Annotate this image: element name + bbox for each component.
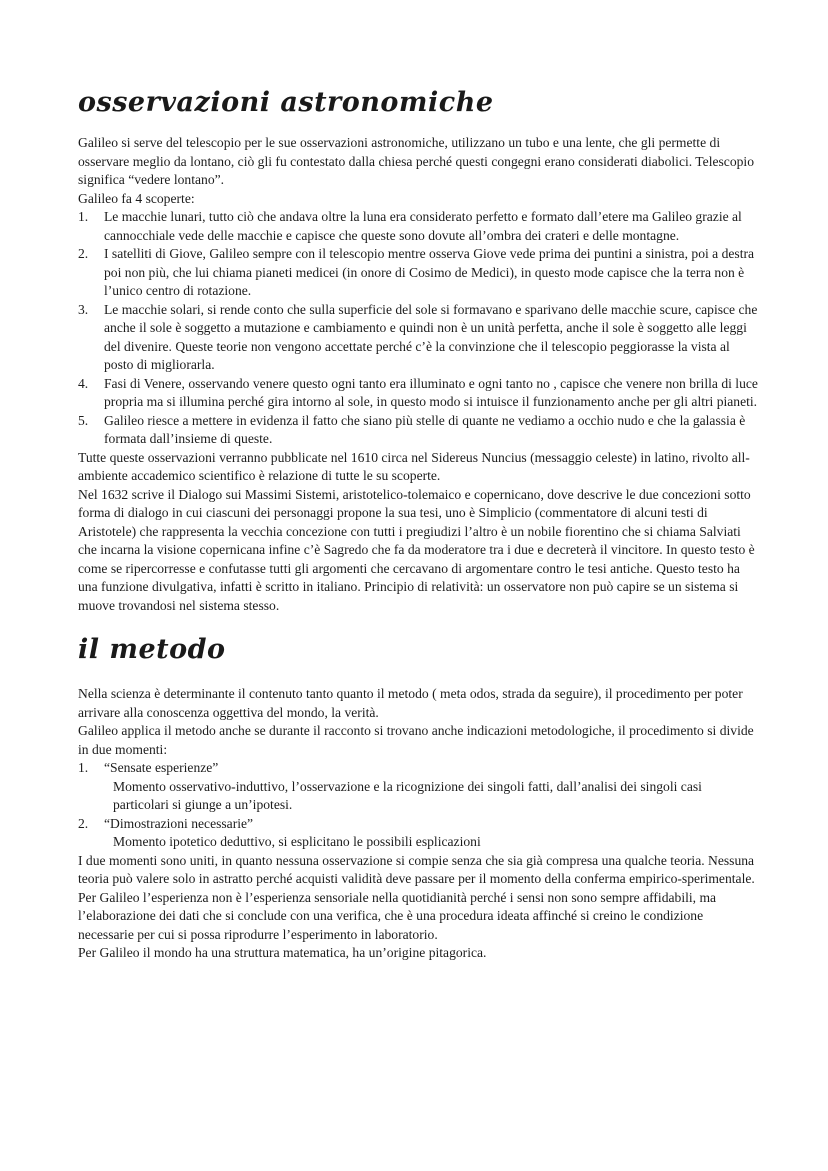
list-momenti [78,759,758,852]
list-item-text: Le macchie solari, si rende conto che sulla superficie del sole si formavano e sparivano delle macchie scure, capisce che anche il sole è soggetto a mutazione e cambiamento e quindi non è un unità perfetta, anche il sole è soggetto alle leggi del divenire. Queste teorie non vengono accettate perché c’è la convinzione che il telescopio peggiorasse la vista al posto di migliorarla. [104,301,758,372]
list-item-text: Momento ipotetico deduttivo, si esplicitano le possibili esplicazioni [113,834,481,849]
paragraph-esperienza: Per Galileo l’esperienza non è l’esperienza sensoriale nella quotidianità perché i sensi non sono sempre affidabili, ma l’elaborazione dei dati che si conclude con una verifica, che è una procedura ideata affinché si creino le condizione necessarie per cui si possa riprodurre l’esperimento in laboratorio. [78,889,717,942]
paragraph-dialogo: Nel 1632 scrive il Dialogo sui Massimi Sistemi, aristotelico-tolemaico e copernicano, dove descrive le due concezioni sotto forma di dialogo in cui ciascuni dei personaggi propone la sua tesi, uno è Simplicio (commentatore di alcuni testi di Aristotele) che rappresenta la vecchia concezione con tutti i pregiudizi l’altro è un nobile fiorentino che si chiama Salviati che incarna la visione copernicana infine c’è Sagredo che fa da moderatore tra i due e decreterà il vincitore. In questo testo è come se ripercorresse e confutasse tutti gli argomenti che cercavano di argomentare contro le tesi antiche. Questo testo ha una funzione divulgativa, infatti è scritto in italiano. Principio di relatività: un osservatore non può capire se un sistema si muove trovandosi nel sistema stesso. [78,486,755,613]
list-item-description [78,778,758,815]
list-scoperte [78,208,758,449]
list-item-title: “Dimostrazioni necessarie” [104,815,254,831]
list-item [78,375,758,412]
section-heading-metodo: il metodo [78,634,226,665]
list-item-number: 1. [78,760,89,775]
paragraph-sidereus-nuncius: Tutte queste osservazioni verranno pubblicate nel 1610 circa nel Sidereus Nuncius (messaggio celeste) in latino, rivolto all-ambiente accademico scientifico è relazione di tutte le su scoperte. [78,449,750,483]
paragraph-lead-scoperte: Galileo fa 4 scoperte: [78,190,195,206]
paragraph-struttura-matematica: Per Galileo il mondo ha una struttura matematica, ha un’origine pitagorica. [78,945,487,960]
document-page [78,78,758,963]
list-item-text: Galileo riesce a mettere in evidenza il fatto che siano più stelle di quante ne vediamo a occhio nudo e che la galassia è formata dall’insieme di queste. [104,412,746,446]
list-item-text: Fasi di Venere, osservando venere questo ogni tanto era illuminato e ogni tanto no , capisce che venere non brilla di luce propria ma si illumina perché gira intorno al sole, in questo modo si intuisce il funzionamento anche per gli altri pianeti. [104,375,758,409]
list-item [78,301,758,375]
list-item [78,208,758,245]
list-item-number: 2. [78,815,89,831]
list-item [78,759,758,778]
list-item-number: 3. [78,301,89,317]
paragraph-intro-telescopio: Galileo si serve del telescopio per le sue osservazioni astronomiche, utilizzano un tubo e una lente, che gli permette di osservare meglio da lontano, ciò gli fu contestato dalla chiesa perché questi congegni erano considerati diabolici. Telescopio significa “vedere lontano”. [78,135,754,187]
list-item-number: 5. [78,412,89,428]
paragraph-intro-metodo: Nella scienza è determinante il contenuto tanto quanto il metodo ( meta odos, strada da seguire), il procedimento per poter arrivare alla conoscenza oggettiva del mondo, la verità. [78,686,743,720]
list-item-title: “Sensate esperienze” [104,760,219,775]
list-item-number: 1. [78,209,89,224]
paragraph-lead-momenti: Galileo applica il metodo anche se durante il racconto si trovano anche indicazioni metodologiche, il procedimento si divide in due momenti: [78,723,754,757]
list-item [78,815,758,834]
section-heading-osservazioni: osservazioni astronomiche [78,87,494,118]
list-item-text: Le macchie lunari, tutto ciò che andava oltre la luna era considerato perfetto e formato dall’etere ma Galileo grazie al cannocchiale vede delle macchie e capisce che queste sono dovute all’ombra dei crateri e delle montagne. [104,209,742,243]
list-item [78,412,758,449]
list-item-description [78,833,758,852]
paragraph-momenti-uniti: I due momenti sono uniti, in quanto nessuna osservazione si compie senza che sia già compresa una qualche teoria. Nessuna teoria può valere solo in astratto perché acquisti validità deve passare per il momento della conferma empirico-sperimentale. [78,852,755,886]
list-item-text: I satelliti di Giove, Galileo sempre con il telescopio mentre osserva Giove vede prima dei puntini a sinistra, poi a destra poi non più, che lui chiama pianeti medicei (in onore di Cosimo de Medici), in questo mode capisce che la terra non è l’unico centro di rotazione. [104,246,755,298]
list-item [78,245,758,301]
list-item-number: 2. [78,246,89,261]
list-item-number: 4. [78,375,89,391]
list-item-text: Momento osservativo-induttivo, l’osservazione e la ricognizione dei singoli fatti, dall’analisi dei singoli casi particolari si giunge a un’ipotesi. [113,778,702,812]
